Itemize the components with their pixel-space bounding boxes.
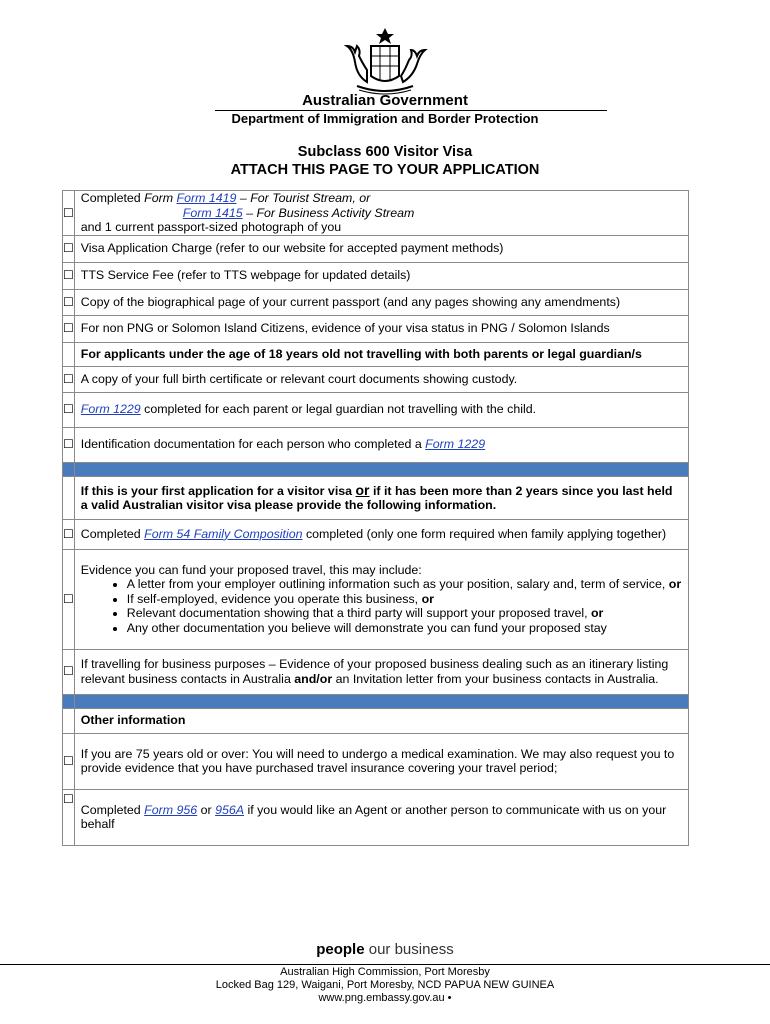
footer-website: www.png.embassy.gov.au • [318,992,452,1004]
checkbox[interactable]: ☐ [63,191,75,236]
government-title: Australian Government [302,92,468,109]
list-item: • Any other documentation you believe will demonstrate you can fund your proposed stay [127,621,682,636]
checklist-item-tts-fee: TTS Service Fee (refer to TTS webpage for updated details) [74,262,688,289]
department-name: Department of Immigration and Border Protection [231,111,539,126]
checkbox[interactable]: ☐ [63,649,75,694]
checklist-item-visa-status: For non PNG or Solomon Island Citizens, evidence of your visa status in PNG / Solomon Islands [74,315,688,342]
form-956a-link[interactable]: 956A [215,802,245,817]
table-row [63,262,689,289]
checklist-item-visa-charge: Visa Application Charge (refer to our website for accepted payment methods) [74,235,688,262]
checklist-item-agent-form: Completed Form 956 or 956A if you would like an Agent or another person to communicate with us on your behalf [74,789,688,845]
checkbox[interactable]: ☐ [63,315,75,342]
list-item: • A letter from your employer outlining information such as your position, salary and, term of service, or [127,577,682,592]
table-row [63,733,689,789]
form-1229-link[interactable]: Form 1229 [425,437,486,452]
table-row [63,392,689,427]
checkbox[interactable]: ☐ [63,549,75,649]
divider [0,964,770,965]
checkbox[interactable]: ☐ [63,733,75,789]
section-header-row [63,342,689,366]
checklist-table [62,190,689,846]
table-row [63,191,689,236]
checkbox[interactable]: ☐ [63,289,75,315]
checklist-item-identification: Identification documentation for each person who completed a Form 1229 [74,427,688,462]
checkbox[interactable]: ☐ [63,366,75,392]
form-1415-link[interactable]: Form 1415 [182,205,243,220]
checkbox[interactable]: ☐ [63,262,75,289]
blue-divider-band [63,462,689,476]
footer-line-1: Australian High Commission, Port Moresby [280,966,490,978]
section-heading-first-application: If this is your first application for a visitor visa or if it has been more than 2 years since you last held a valid Australian visitor visa please provide the following information. [74,476,688,519]
checkbox[interactable]: ☐ [63,235,75,262]
table-row [63,789,689,845]
section-header-row [63,708,689,733]
tagline: people our business [316,941,454,958]
page-title [0,143,770,179]
list-item: • If self-employed, evidence you operate this business, or [127,592,682,607]
checklist-item-form-1229: Form 1229 completed for each parent or legal guardian not travelling with the child. [74,392,688,427]
list-item: • Relevant documentation showing that a third party will support your proposed travel, or [127,606,682,621]
title-line-2: ATTACH THIS PAGE TO YOUR APPLICATION [230,162,540,178]
form-1419-link[interactable]: Form 1419 [176,191,237,205]
checklist-item-business-purposes: If travelling for business purposes – Evidence of your proposed business dealing such as an itinerary listing relevant business contacts in Australia and/or an Invitation letter from your business contacts in Australia. [74,649,688,694]
checklist-item-visitor-form: Completed Form Form 1419 – For Tourist Stream, or Form 1415 – For Business Activity Stream and 1 current passport-sized photograph of you [74,191,688,236]
form-1229-link[interactable]: Form 1229 [80,402,141,417]
checklist-item-birth-certificate: A copy of your full birth certificate or relevant court documents showing custody. [74,366,688,392]
coat-of-arms-logo [333,22,437,98]
blue-divider-band [63,694,689,708]
section-heading-other-info: Other information [74,708,688,733]
table-row [63,549,689,649]
form-54-link[interactable]: Form 54 Family Composition [144,526,303,541]
checklist-item-form-54: Completed Form 54 Family Composition completed (only one form required when family applying together) [74,519,688,549]
checkbox[interactable]: ☐ [63,427,75,462]
form-956-link[interactable]: Form 956 [144,802,198,817]
checkbox[interactable]: ☐ [63,392,75,427]
funding-evidence-list [81,577,682,635]
checkbox[interactable]: ☐ [63,519,75,549]
checkbox[interactable]: ☐ [63,789,75,845]
footer-line-2: Locked Bag 129, Waigani, Port Moresby, NCD PAPUA NEW GUINEA [215,979,555,991]
table-row [63,519,689,549]
table-row [63,315,689,342]
title-line-1: Subclass 600 Visitor Visa [297,144,473,160]
section-heading-minors: For applicants under the age of 18 years old not travelling with both parents or legal guardian/s [74,342,688,366]
table-row [63,427,689,462]
table-row [63,235,689,262]
checklist-item-medical: If you are 75 years old or over: You will need to undergo a medical examination. We may also request you to provide evidence that you have purchased travel insurance covering your travel period; [74,733,688,789]
footer-address [0,966,770,1005]
table-row [63,649,689,694]
checklist-item-funding-evidence: Evidence you can fund your proposed travel, this may include: • A letter from your employer outlining information such as your position, salary and, term of service, or • If self-employed, evidence you operate this business, or • Relevant documentation showing that a third party will support your proposed travel, or • Any other documentation you believe will demonstrate you can fund your proposed stay [74,549,688,649]
table-row [63,366,689,392]
section-header-row [63,476,689,519]
checklist-item-passport-copy: Copy of the biographical page of your current passport (and any pages showing any amendments) [74,289,688,315]
table-row [63,289,689,315]
